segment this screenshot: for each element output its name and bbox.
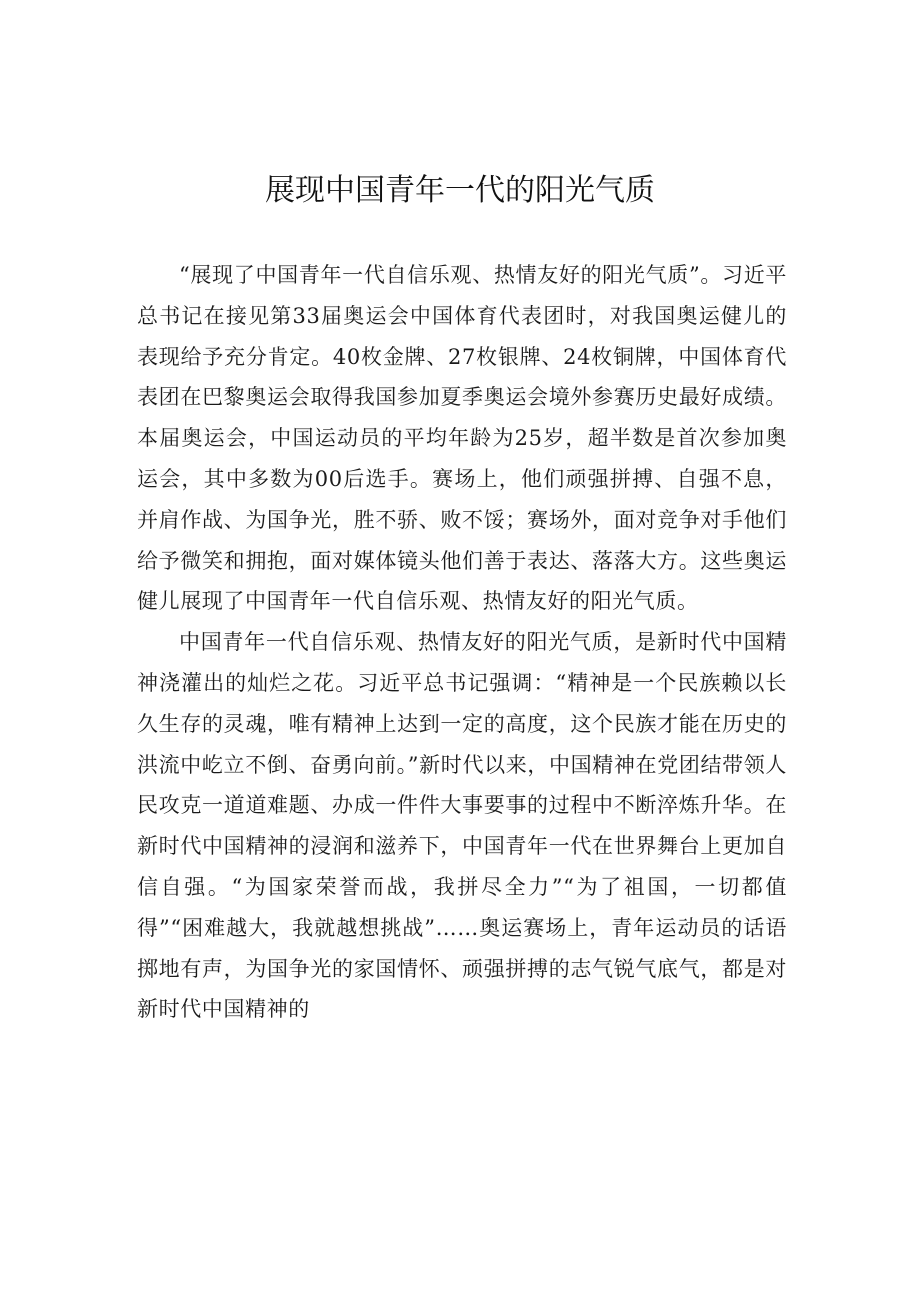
- paragraph-1: “展现了中国青年一代自信乐观、热情友好的阳光气质”。习近平总书记在接见第33届奥运会中国体育代表团时，对我国奥运健儿的表现给予充分肯定。40枚金牌、27枚银牌、24枚铜牌，中国体育代表团在巴黎奥运会取得我国参加夏季奥运会境外参赛历史最好成绩。本届奥运会，中国运动员的平均年龄为25岁，超半数是首次参加奥运会，其中多数为00后选手。赛场上，他们顽强拼搏、自强不息，并肩作战、为国争光，胜不骄、败不馁；赛场外，面对竞争对手他们给予微笑和拥抱，面对媒体镜头他们善于表达、落落大方。这些奥运健儿展现了中国青年一代自信乐观、热情友好的阳光气质。: [137, 263, 787, 614]
- document-body: [137, 255, 787, 1030]
- paragraph-2: 中国青年一代自信乐观、热情友好的阳光气质，是新时代中国精神浇灌出的灿烂之花。习近平总书记强调：“精神是一个民族赖以长久生存的灵魂，唯有精神上达到一定的高度，这个民族才能在历史的洪流中屹立不倒、奋勇向前。”新时代以来，中国精神在党团结带领人民攻克一道道难题、办成一件件大事要事的过程中不断淬炼升华。在新时代中国精神的浸润和滋养下，中国青年一代在世界舞台上更加自信自强。“为国家荣誉而战，我拼尽全力”“为了祖国，一切都值得”“困难越大，我就越想挑战”……奥运赛场上，青年运动员的话语掷地有声，为国争光的家国情怀、顽强拼搏的志气锐气底气，都是对新时代中国精神的: [137, 630, 787, 1022]
- document-title: 展现中国青年一代的阳光气质: [265, 173, 655, 208]
